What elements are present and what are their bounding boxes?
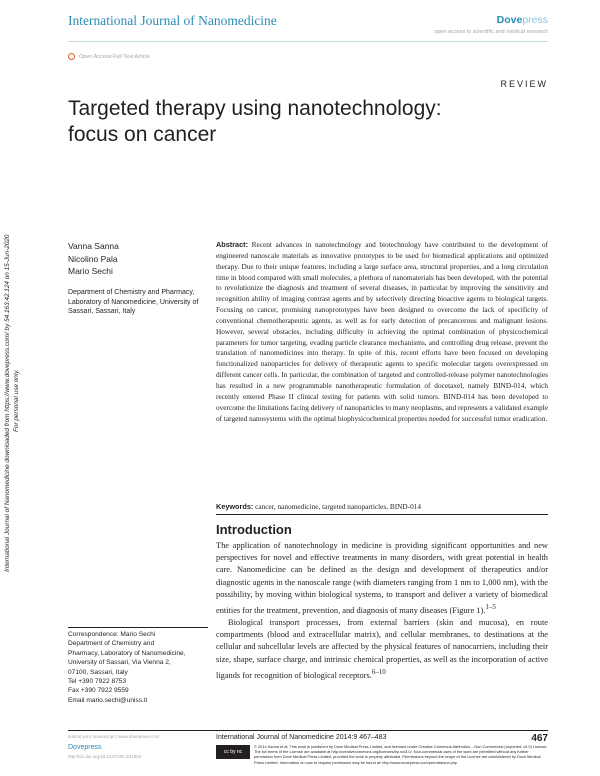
abstract xyxy=(216,240,548,424)
publisher-tagline: open access to scientific and medical research xyxy=(434,29,548,35)
paragraph-text: Biological transport processes, from external barriers (skin and mucosa), en route compartments (blood and extracellular matrix), and cellular membranes, to destinations at the cellular and subcellular levels are affected by the physical features of nanocarriers, including their size, shape, surface charge, and intrinsic chemical properties, as well as the incorporation of active ligands for recognition of biological receptors. xyxy=(216,618,548,680)
title-line-2: focus on cancer xyxy=(68,123,217,146)
doi-link[interactable]: http://dx.doi.org/10.2147/IJN.S41804 xyxy=(68,754,142,759)
keywords-text: cancer, nanomedicine, targeted nanoparticles, BIND-014 xyxy=(255,502,422,511)
footer-divider xyxy=(68,730,548,731)
open-access-label xyxy=(68,53,150,60)
open-access-icon xyxy=(68,53,75,60)
abstract-label: Abstract: xyxy=(216,240,249,249)
cc-license-label: cc by nc xyxy=(223,749,243,755)
correspondence-line: Tel +390 7922 8753 xyxy=(68,678,127,686)
open-access-text: Open Access Full Text Article xyxy=(79,53,150,60)
paragraph xyxy=(216,540,548,617)
page-number: 467 xyxy=(531,733,548,744)
article-type: REVIEW xyxy=(500,79,548,89)
header-divider xyxy=(68,41,548,42)
author-list xyxy=(68,240,119,278)
keywords-divider xyxy=(216,514,548,515)
keywords xyxy=(216,502,548,511)
author: Nicolino Pala xyxy=(68,253,118,264)
footer-brand: Dovepress xyxy=(68,744,102,751)
author: Mario Sechi xyxy=(68,266,113,276)
correspondence-line: University of Sassari, Via Vienna 2, xyxy=(68,659,171,667)
publisher-logo xyxy=(497,14,548,26)
cc-license-icon[interactable] xyxy=(216,745,250,759)
footer-citation: International Journal of Nanomedicine 2014:9 467–483 xyxy=(216,734,387,741)
paragraph-text: The application of nanotechnology in medicine is providing significant opportunities and new perspectives for novel and effective treatments in many disorders, with great potential in health care. Nanomedicine can be defined as the design and development of therapeutics and/or diagnostic agents in the nanoscale range (with diameters ranging from 1 nm to 1,000 nm), with the possibility, by moving within biological systems, to transport and deliver a variety of biomedical entities for the treatment, prevention, and diagnosis of many diseases (Figure 1). xyxy=(216,541,548,615)
affiliation: Department of Chemistry and Pharmacy, Laboratory of Nanomedicine, University of Sassari, Sassari, Italy xyxy=(68,289,199,315)
correspondence-divider xyxy=(68,627,208,628)
watermark-line-1: International Journal of Nanomedicine downloaded from https://www.dovepress.com/ by 54.163.42.124 on 15-Jun-2020 xyxy=(4,234,11,572)
correspondence xyxy=(68,630,208,705)
brand-press: press xyxy=(522,14,548,26)
introduction-body xyxy=(216,540,548,682)
submit-manuscript-link[interactable]: submit your manuscript | www.dovepress.com xyxy=(68,734,160,739)
title-line-1: Targeted therapy using nanotechnology: xyxy=(68,97,442,120)
brand-dove: Dove xyxy=(496,14,523,26)
license-text: © 2014 Sanna et al. This work is published by Dove Medical Press Limited, and licensed under Creative Commons Attribution – Non Commercial (unported, v3.0) License. The full terms of the License are available at http://creativecommons.org/licenses/by-nc/3.0/. Non-commercial uses of the work are permitted without any further permission from Dove Medical Press Limited, provided the work is properly attributed. Permissions beyond the scope of the License are administered by Dove Medical Press Limited. Information on how to request permission may be found at: http://www.dovepress.com/permissions.php xyxy=(254,744,548,765)
citation-ref[interactable]: 1–5 xyxy=(485,603,496,612)
correspondence-line: Department of Chemistry and xyxy=(68,640,155,648)
correspondence-line: Pharmacy, Laboratory of Nanomedicine, xyxy=(68,649,186,657)
article-title xyxy=(68,96,488,148)
correspondence-line: Correspondence: Mario Sechi xyxy=(68,631,156,638)
citation-ref[interactable]: 6–10 xyxy=(371,667,386,676)
correspondence-line: Fax +390 7922 9559 xyxy=(68,687,129,695)
keywords-label: Keywords: xyxy=(216,502,254,511)
download-watermark xyxy=(4,132,44,572)
watermark-line-2: For personal use only. xyxy=(13,369,20,432)
abstract-text: Recent advances in nanotechnology and biotechnology have contributed to the development of engineered nanoscale materials as innovative prototypes to be used for biomedical applications and optimized therapy. Due to their unique features, including a large surface area, structural properties, and a long circulation time in blood compared with small molecules, a plethora of nanomaterials has been developed, with the potential to revolutionize the diagnosis and treatment of several diseases, in particular by improving the sensitivity and recognition ability of imaging contrast agents and by selectively directing bioactive agents to biological targets. Focusing on cancer, promising nanoprototypes have been designed to overcome the lack of specificity of conventional chemotherapeutic agents, as well as for early detection of precancerous and malignant lesions. However, several obstacles, including difficulty in achieving the optimal combination of physicochemical parameters for tumor targeting, evading particle clearance mechanisms, and controlling drug release, prevent the translation of nanomedicines into therapy. In spite of this, recent efforts have been focused on developing functionalized nanoparticles for delivery of therapeutic agents to specific molecular targets overexpressed on different cancer cells. In particular, the combination of targeted and controlled-release polymer nanotechnologies has resulted in a new programmable nanotherapeutic formulation of docetaxel, namely BIND-014, which recently entered Phase II clinical testing for patients with solid tumors. BIND-014 has been developed to overcome the limitations facing delivery of nanoparticles to many neoplasms, and represents a validated example of targeted nanosystems with the optimal biophysicochemical properties needed for successful tumor eradication. xyxy=(216,240,548,423)
section-heading: Introduction xyxy=(216,522,292,537)
email-link[interactable]: Email mario.sechi@uniss.it xyxy=(68,696,148,704)
paragraph xyxy=(216,617,548,682)
journal-name: International Journal of Nanomedicine xyxy=(68,13,277,28)
author: Vanna Sanna xyxy=(68,241,119,251)
correspondence-line: 07100, Sassari, Italy xyxy=(68,668,128,676)
